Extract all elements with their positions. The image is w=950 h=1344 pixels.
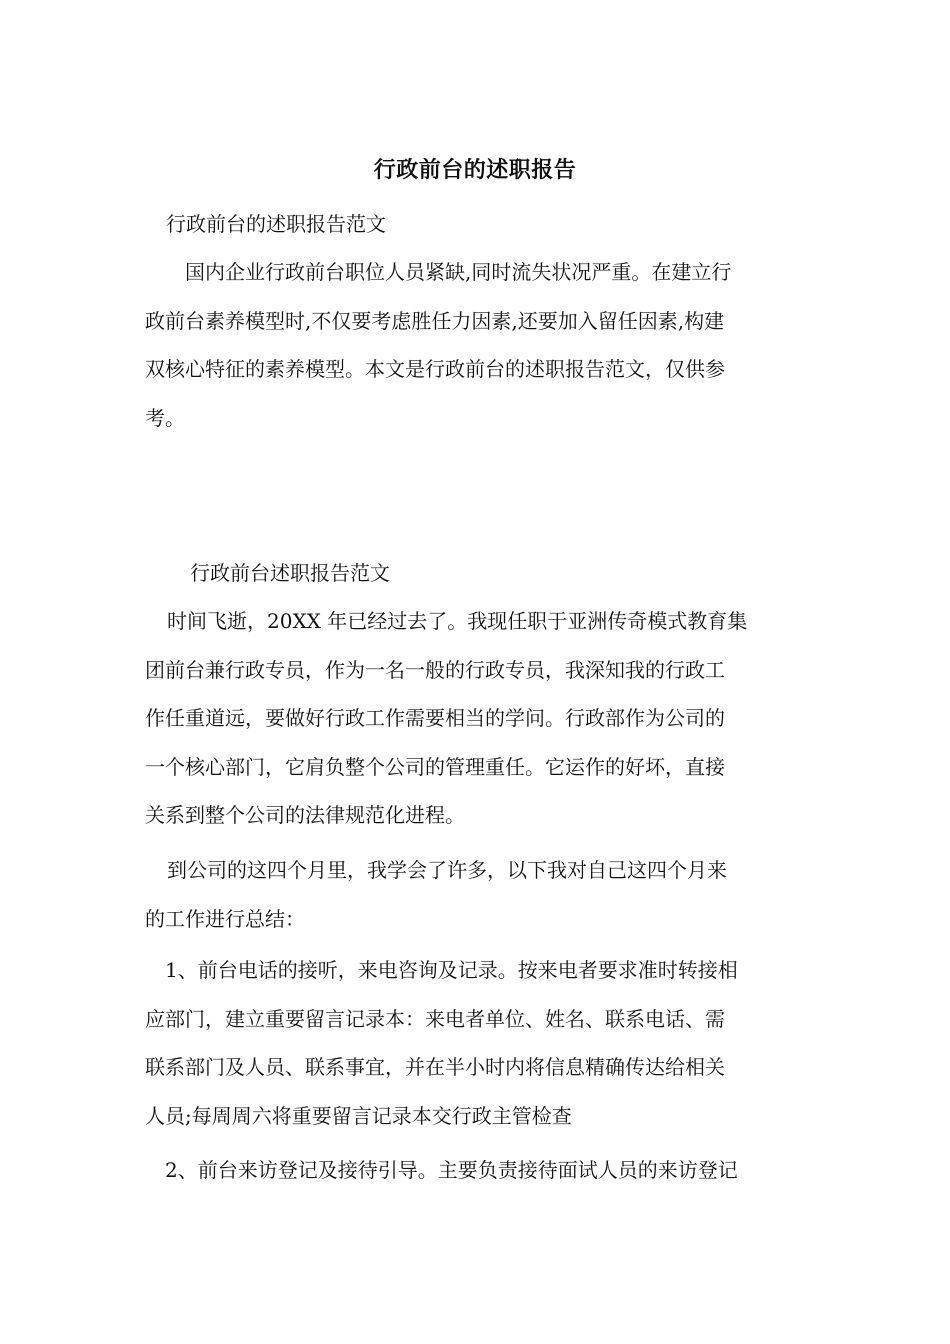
list-item-line: 人员;每周周六将重要留言记录本交行政主管检查	[145, 1103, 572, 1128]
document-title: 行政前台的述职报告	[373, 157, 577, 183]
intro-line: 双核心特征的素养模型。本文是行政前台的述职报告范文，仅供参	[145, 357, 725, 381]
intro-line: 政前台素养模型时,不仅要考虑胜任力因素,还要加入留任因素,构建	[145, 308, 725, 333]
intro-line: 考。	[145, 405, 185, 430]
list-item-line: 联系部门及人员、联系事宜，并在半小时内将信息精确传达给相关	[145, 1055, 725, 1079]
paragraph-line: 到公司的这四个月里，我学会了许多，以下我对自己这四个月来	[167, 858, 727, 882]
list-item-2	[145, 1146, 807, 1195]
paragraph-line: 的工作进行总结：	[145, 906, 305, 931]
paragraph-line: 作任重道远，要做好行政工作需要相当的学问。行政部作为公司的	[145, 706, 725, 730]
list-item-line: 应部门，建立重要留言记录本：来电者单位、姓名、联系电话、需	[145, 1006, 725, 1031]
paragraph-line: 关系到整个公司的法律规范化进程。	[145, 803, 465, 827]
list-item-line: 2、前台来访登记及接待引导。主要负责接待面试人员的来访登记	[165, 1158, 738, 1182]
intro-line: 国内企业行政前台职位人员紧缺,同时流失状况严重。在建立行	[185, 260, 732, 284]
list-item-line: 1、前台电话的接听，来电咨询及记录。按来电者要求准时转接相	[165, 958, 738, 982]
paragraph-line: 团前台兼行政专员，作为一名一般的行政专员，我深知我的行政工	[145, 657, 725, 682]
paragraph-2	[145, 846, 807, 943]
intro-paragraph	[145, 248, 807, 442]
paragraph-line: 时间飞逝，20XX 年已经过去了。我现任职于亚洲传奇模式教育集	[167, 609, 748, 633]
paragraph-line: 一个核心部门，它肩负整个公司的管理重任。它运作的好坏，直接	[145, 754, 725, 779]
section-heading: 行政前台述职报告范文	[190, 561, 390, 585]
paragraph-1	[145, 597, 807, 840]
list-item-1	[145, 946, 807, 1140]
document-subtitle: 行政前台的述职报告范文	[166, 212, 386, 236]
